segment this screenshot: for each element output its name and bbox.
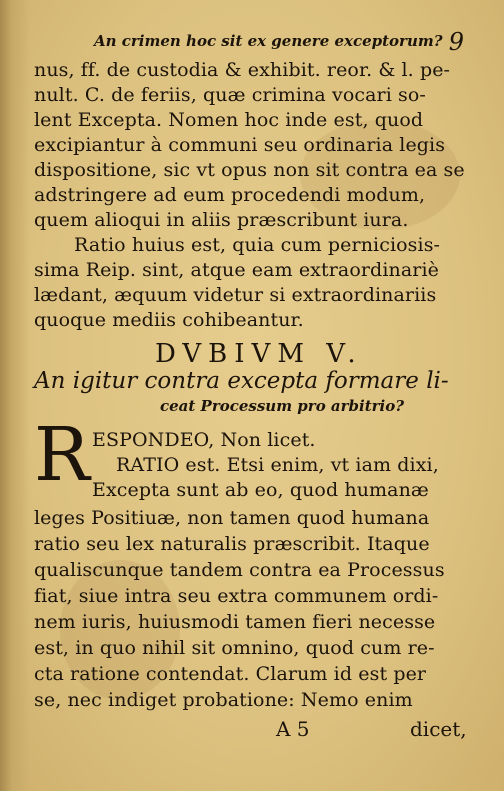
- text-line: cta ratione contendat. Clarum id est per: [34, 663, 427, 685]
- drop-capital: R: [34, 412, 90, 498]
- text-line: Ratio huius est, quia cum perniciosis-: [74, 234, 441, 256]
- question-line: An igitur contra excepta formare li-: [34, 368, 449, 394]
- running-head-text: An crimen hoc sit ex genere exceptorum?: [94, 32, 443, 50]
- text-line: dispositione, sic vt opus non sit contra ea se: [34, 159, 465, 181]
- question-line: ceat Processum pro arbitrio?: [160, 397, 405, 415]
- text-line: ratio seu lex naturalis præscribit. Itaque: [34, 533, 430, 555]
- catchword: dicet,: [410, 717, 467, 741]
- signature-mark: A 5: [276, 717, 310, 741]
- text-line: se, nec indiget probatione: Nemo enim: [34, 689, 413, 711]
- page-gutter-shadow: [0, 0, 30, 791]
- running-head: [94, 30, 464, 56]
- section-heading: DVBIVM V.: [155, 339, 363, 369]
- text-line: lent Excepta. Nomen hoc inde est, quod: [34, 109, 424, 131]
- text-line: quem alioqui in aliis præscribunt iura.: [34, 209, 409, 231]
- text-line: excipiantur à communi seu ordinaria legis: [34, 134, 446, 156]
- text-line: Excepta sunt ab eo, quod humanæ: [92, 479, 429, 501]
- text-line: lædant, æquum videtur si extraordinariis: [34, 284, 437, 306]
- text-line: adstringere ad eum procedendi modum,: [34, 184, 426, 206]
- text-line: est, in quo nihil sit omnino, quod cum re-: [34, 637, 435, 659]
- text-line: leges Positiuæ, non tamen quod humana: [34, 507, 430, 529]
- text-line: sima Reip. sint, atque eam extraordinariè: [34, 259, 439, 281]
- page-number: 9: [448, 28, 464, 56]
- text-line: quoque mediis cohibeantur.: [34, 309, 304, 331]
- text-line: fiat, siue intra seu extra communem ordi-: [34, 585, 439, 607]
- text-line: qualiscunque tandem contra ea Processus: [34, 559, 445, 581]
- text-line: RATIO est. Etsi enim, vt iam dixi,: [116, 454, 439, 476]
- text-line: nus, ff. de custodia & exhibit. reor. & l. pe-: [34, 59, 451, 81]
- text-line: nem iuris, huiusmodi tamen fieri necesse: [34, 611, 436, 633]
- text-line: nult. C. de feriis, quæ crimina vocari so-: [34, 84, 426, 106]
- text-line: ESPONDEO, Non licet.: [92, 429, 316, 451]
